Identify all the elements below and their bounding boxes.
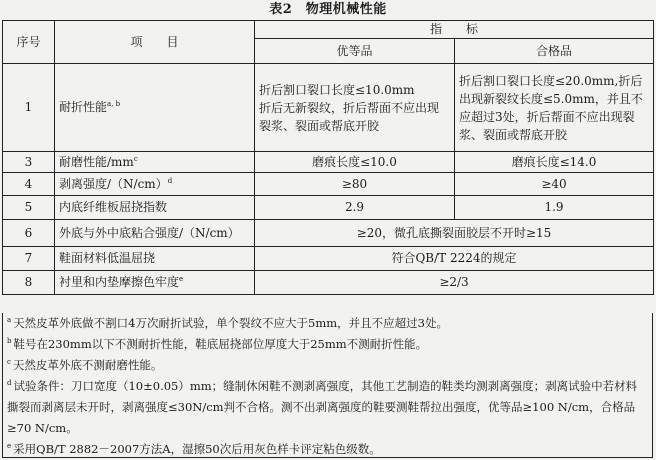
row-grade-a: 折后割口裂口长度≤10.0mm 折后无新裂纹，折后帮面不应出现裂浆、裂面或帮底开胶: [255, 64, 455, 152]
row-item-mark: c: [133, 154, 138, 163]
row-item: [55, 173, 255, 196]
table-row: [3, 64, 654, 152]
row-item-mark: a, b: [107, 100, 121, 108]
row-grade-a: ≥80: [255, 173, 455, 196]
footnote: [7, 313, 648, 334]
footnote-mark: e: [7, 442, 12, 451]
table-row: [3, 173, 654, 196]
header-item: 项 目: [55, 21, 255, 64]
row-item-text: 耐磨性能/mm: [59, 154, 134, 169]
row-grade-b: ≥40: [455, 173, 654, 196]
row-no: 7: [3, 247, 55, 271]
footnotes: [2, 313, 653, 458]
row-merged: ≥2/3: [255, 271, 654, 295]
footnote-mark: d: [7, 379, 12, 388]
row-item: [55, 64, 255, 152]
header-grade-a: 优等品: [255, 39, 455, 64]
footnote-mark: b: [7, 337, 12, 346]
row-grade-b: 磨痕长度≤14.0: [455, 152, 654, 173]
row-no: 3: [3, 152, 55, 173]
footnote-text: 试验条件：刀口宽度（10±0.05）mm；缝制休闲鞋不测剥离强度，其他工艺制造的鞋类均测剥离强度；剥离试验中若材料撕裂而剥离层未开时，剥离强度≤30N/cm判不合格。测不出剥离强度的鞋要测鞋帮拉出强度，优等品≥100 N/cm，合格品≥70 N/cm。: [7, 379, 638, 435]
row-no: 5: [3, 196, 55, 220]
footnote: [7, 355, 648, 376]
row-no: 8: [3, 271, 55, 295]
row-item-mark: d: [167, 176, 173, 185]
row-grade-b: 折后割口裂口长度≤20.0mm,折后出现新裂纹长度≤5.0mm，并且不应超过3处，折后帮面不应出现裂浆、裂面或帮底开胶: [455, 64, 654, 152]
header-no: 序号: [3, 21, 55, 64]
row-item: 外底与外中底粘合强度/（N/cm）: [55, 220, 255, 247]
footnote: [7, 439, 648, 460]
row-grade-b: 1.9: [455, 196, 654, 220]
row-grade-a: 磨痕长度≤10.0: [255, 152, 455, 173]
row-grade-a: 2.9: [255, 196, 455, 220]
table-row: [3, 220, 654, 247]
row-merged: 符合QB/T 2224的规定: [255, 247, 654, 271]
row-item: 内底纤维板屈挠指数: [55, 196, 255, 220]
row-item-mark: e: [179, 275, 184, 283]
row-item: [55, 271, 255, 295]
row-item-text: 耐折性能: [59, 100, 108, 114]
footnote-mark: c: [7, 358, 11, 367]
header-grade-b: 合格品: [455, 39, 654, 64]
footnote-text: 鞋号在230mm以下不测耐折性能，鞋底屈挠部位厚度大于25mm不测耐折性能。: [13, 337, 428, 351]
row-no: 6: [3, 220, 55, 247]
footnote-text: 天然皮革外底不测耐磨性能。: [12, 358, 163, 372]
table-row: [3, 152, 654, 173]
footnote-mark: a: [7, 316, 12, 325]
footnote-text: 天然皮革外底做不割口4万次耐折试验，单个裂纹不应大于5mm，并且不应超过3处。: [13, 316, 448, 330]
footnote-text: 采用QB/T 2882－2007方法A，湿擦50次后用灰色样卡评定粘色级数。: [13, 442, 381, 456]
row-item-text: 衬里和内垫摩擦色牢度: [59, 275, 180, 289]
header-index: 指 标: [255, 21, 654, 39]
row-no: 4: [3, 173, 55, 196]
footnote: [7, 334, 648, 355]
table-row: [3, 247, 654, 271]
row-item: 鞋面材料低温屈挠: [55, 247, 255, 271]
row-no: 1: [3, 64, 55, 152]
row-merged: ≥20，微孔底撕裂面胶层不开时≥15: [255, 220, 654, 247]
table-row: [3, 196, 654, 220]
properties-table: [2, 20, 654, 295]
header-row: [3, 21, 654, 39]
row-item-text: 剥离强度/（N/cm）: [59, 176, 168, 191]
footnote: [7, 376, 648, 439]
table-row: [3, 271, 654, 295]
row-item: [55, 152, 255, 173]
table-title: 表2 物理机械性能: [269, 2, 387, 17]
